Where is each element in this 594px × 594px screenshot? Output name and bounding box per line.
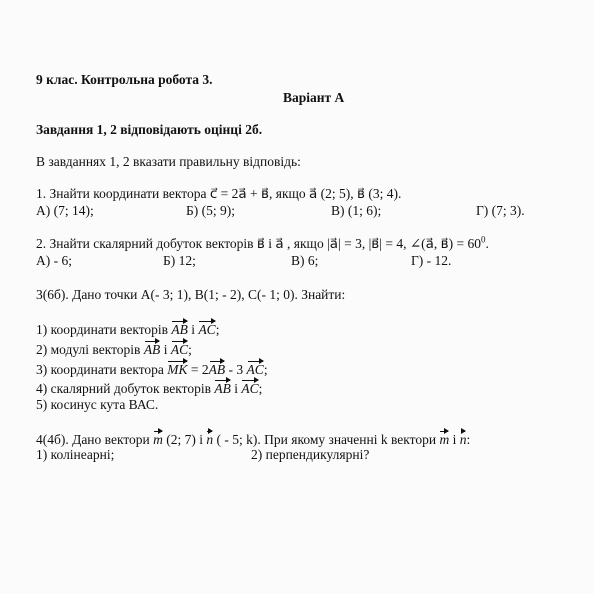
vector-mk: MK — [167, 362, 188, 377]
task2-option-a: А) - 6; — [36, 253, 72, 268]
task3-question: 3(6б). Дано точки А(- 3; 1), В(1; - 2), С(- 1; 0). Знайти: — [36, 287, 346, 302]
item2-end: ; — [188, 342, 192, 357]
instruction-text: В завданнях 1, 2 вказати правильну відповідь: — [36, 154, 301, 169]
task2-question — [36, 236, 489, 252]
variant-label: Варіант А — [283, 90, 345, 105]
task1-option-b: Б) (5; 9); — [186, 203, 235, 218]
item2-conj: і — [160, 342, 171, 357]
vector-m: m — [439, 432, 450, 447]
task4-option-2: 2) перпендикулярні? — [251, 447, 370, 462]
task3-item-1 — [36, 320, 219, 338]
item1-conj: і — [187, 322, 199, 337]
item3-end: ; — [263, 362, 268, 377]
vector-ac: AC — [170, 342, 189, 357]
task3-item-3 — [36, 360, 268, 378]
vector-ac: AC — [241, 381, 259, 396]
item1-end: ; — [215, 322, 220, 337]
item3-minus: - 3 — [225, 362, 247, 377]
task3-item-2 — [36, 340, 192, 358]
task1-option-a: А) (7; 14); — [36, 203, 94, 218]
item3-text: 3) координати вектора — [36, 362, 168, 377]
task4-coords-m: (2; 7) і — [162, 432, 207, 447]
task4-coords-n: ( - 5; k). При якому значенні k вектори — [213, 432, 440, 447]
task4-option-1: 1) колінеарні; — [36, 447, 115, 462]
vector-n: n — [459, 432, 467, 447]
task1-option-d: Г) (7; 3). — [476, 203, 525, 218]
vector-m: m — [153, 432, 163, 447]
task1-option-c: В) (1; 6); — [331, 203, 382, 218]
item1-text: 1) координати векторів — [36, 322, 172, 337]
task4-end: : — [466, 432, 471, 447]
task2-option-c: В) 6; — [291, 253, 319, 268]
degree-mark: 0 — [480, 234, 486, 245]
vector-n: n — [206, 432, 214, 447]
task4-text: 4(4б). Дано вектори — [36, 432, 154, 447]
item4-end: ; — [258, 381, 263, 396]
item4-conj: і — [230, 381, 242, 396]
task3-item-4 — [36, 379, 262, 397]
task4-question — [36, 430, 470, 448]
vector-ab: AB — [214, 381, 231, 396]
task2-question-text: 2. Знайти скалярний добуток векторів в⃗ і a⃗ , якщо |a⃗| = 3, |в⃗| = 4, ∠(a⃗, в⃗) = 60 — [36, 236, 481, 251]
document-title: 9 клас. Контрольна робота 3. — [36, 72, 213, 87]
vector-ab: AB — [171, 322, 188, 337]
task2-option-b: Б) 12; — [163, 253, 196, 268]
vector-ab: AB — [143, 342, 161, 357]
task4-conj: і — [449, 432, 460, 447]
item3-eq: = 2 — [187, 362, 209, 377]
vector-ab: AB — [208, 362, 226, 377]
task1-question: 1. Знайти координати вектора c⃗ = 2a⃗ + в⃗, якщо a⃗ (2; 5), в⃗ (3; 4). — [36, 186, 402, 201]
vector-ac: AC — [246, 362, 264, 377]
section-heading: Завдання 1, 2 відповідають оцінці 2б. — [36, 122, 263, 137]
task3-item-5: 5) косинус кута ВАС. — [36, 397, 159, 412]
vector-ac: AC — [198, 322, 216, 337]
task2-question-end: . — [485, 236, 489, 251]
item4-text: 4) скалярний добуток векторів — [36, 381, 215, 396]
task2-option-d: Г) - 12. — [411, 253, 452, 268]
item2-text: 2) модулі векторів — [36, 342, 144, 357]
